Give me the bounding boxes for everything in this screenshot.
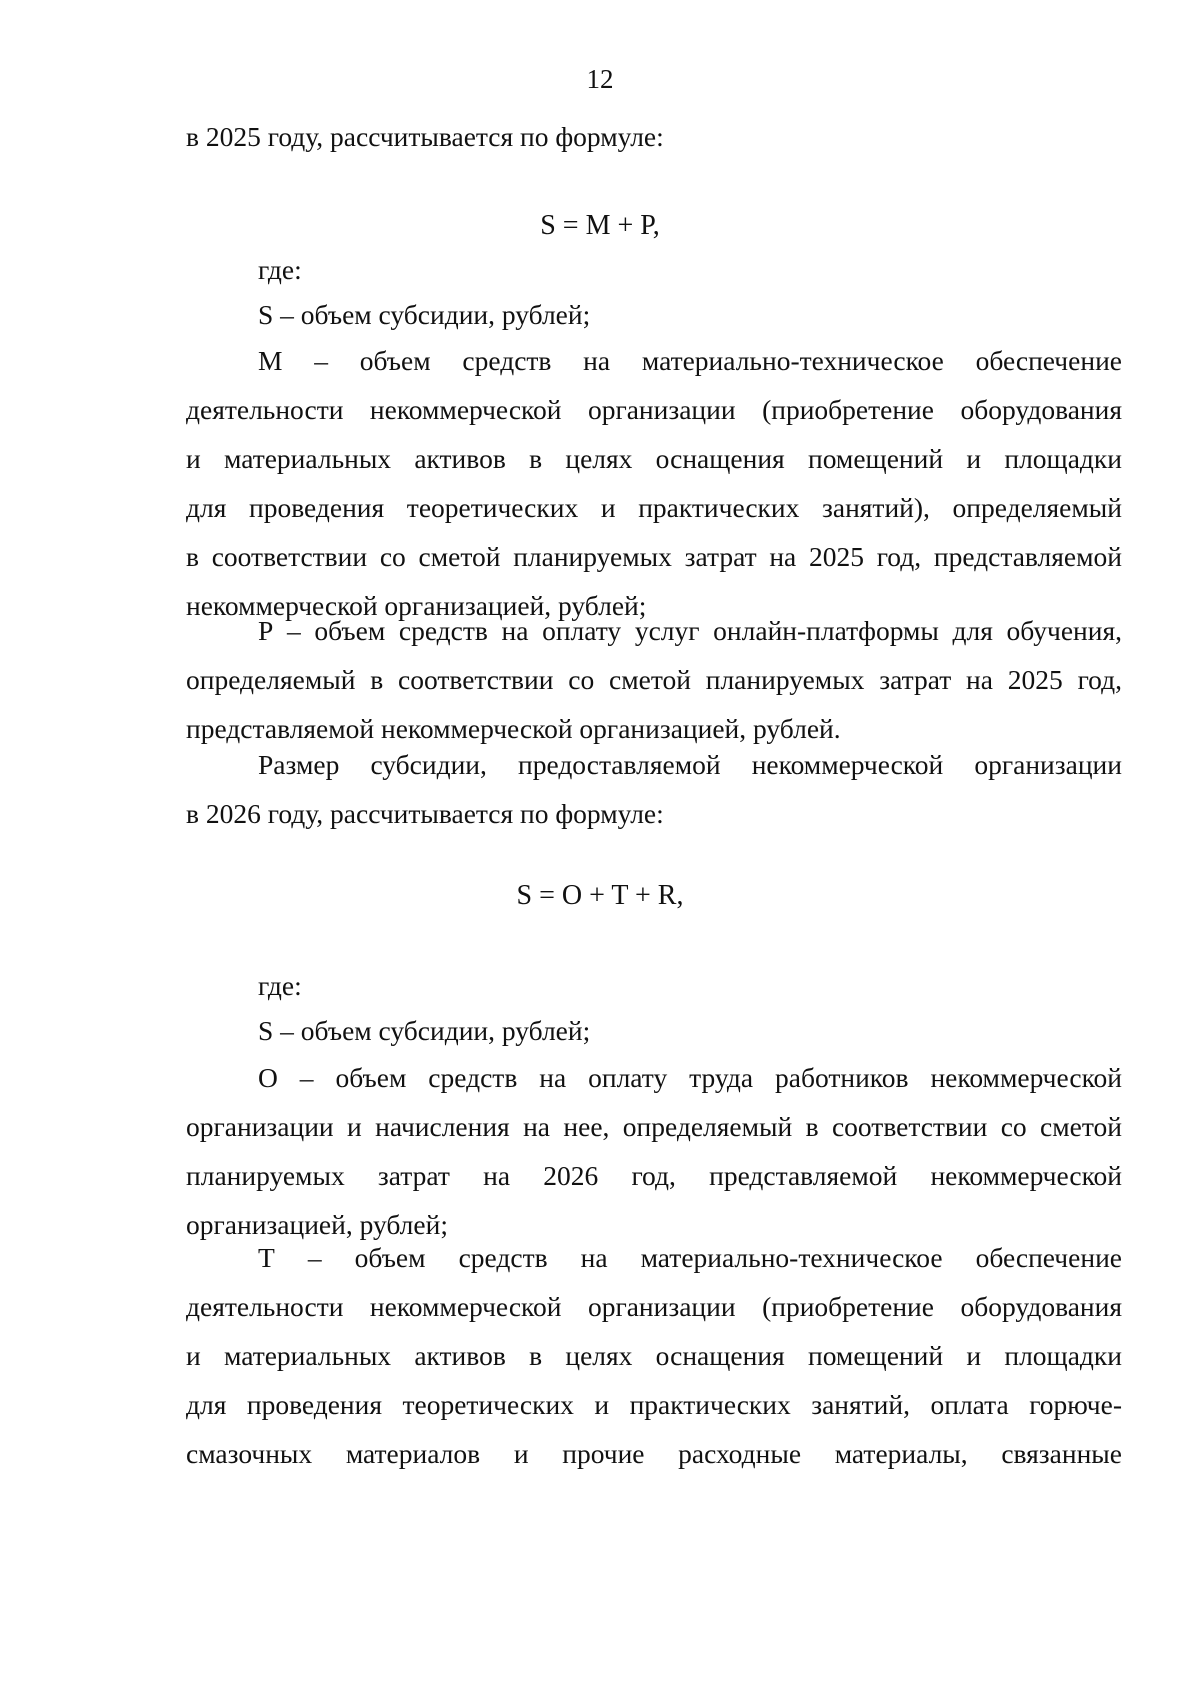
text-line: для проведения теоретических и практических занятий), определяемый <box>186 492 1122 523</box>
definition-m <box>186 336 1122 630</box>
definition-p <box>186 606 1122 753</box>
text-line: О – объем средств на оплату труда работников некоммерческой <box>258 1062 1122 1093</box>
text-line: S – объем субсидии, рублей; <box>258 1015 591 1046</box>
text-line: смазочных материалов и прочие расходные материалы, связанные <box>186 1438 1122 1469</box>
text-line: для проведения теоретических и практических занятий, оплата горюче- <box>186 1389 1122 1420</box>
text-line: Т – объем средств на материально-техническое обеспечение <box>258 1242 1122 1273</box>
intro-paragraph-2026 <box>186 740 1122 838</box>
text-line: в 2025 году, рассчитывается по формуле: <box>186 121 664 152</box>
text-line: Р – объем средств на оплату услуг онлайн-платформы для обучения, <box>258 615 1122 646</box>
text-line: планируемых затрат на 2026 год, представляемой некоммерческой <box>186 1160 1122 1191</box>
formula-2026: S = O + T + R, <box>516 880 684 911</box>
text-line: организацией, рублей; <box>186 1209 448 1240</box>
text-line: представляемой некоммерческой организацией, рублей. <box>186 713 841 744</box>
definition-t <box>186 1233 1122 1478</box>
text-line: в соответствии со сметой планируемых затрат на 2025 год, представляемой <box>186 541 1122 572</box>
text-line: определяемый в соответствии со сметой планируемых затрат на 2025 год, <box>186 664 1122 695</box>
text-line: организации и начисления на нее, определяемый в соответствии со сметой <box>186 1111 1122 1142</box>
formula-2025: S = M + P, <box>540 210 660 241</box>
where-label: где: <box>258 254 302 285</box>
intro-paragraph-2025 <box>186 112 1122 161</box>
text-line: в 2026 году, рассчитывается по формуле: <box>186 798 664 829</box>
definition-o <box>186 1053 1122 1249</box>
page-number: 12 <box>586 64 614 94</box>
text-line: Размер субсидии, предоставляемой некоммерческой организации <box>258 749 1122 780</box>
text-line: некоммерческой организацией, рублей; <box>186 590 647 621</box>
text-line: и материальных активов в целях оснащения помещений и площадки <box>186 1340 1122 1371</box>
text-line: и материальных активов в целях оснащения помещений и площадки <box>186 443 1122 474</box>
text-line: S – объем субсидии, рублей; <box>258 299 591 330</box>
text-line: деятельности некоммерческой организации (приобретение оборудования <box>186 1291 1122 1322</box>
text-line: М – объем средств на материально-техническое обеспечение <box>258 345 1122 376</box>
definition-s-2025 <box>186 290 1122 339</box>
definition-s-2026 <box>186 1006 1122 1055</box>
where-label: где: <box>258 970 302 1001</box>
text-line: деятельности некоммерческой организации (приобретение оборудования <box>186 394 1122 425</box>
